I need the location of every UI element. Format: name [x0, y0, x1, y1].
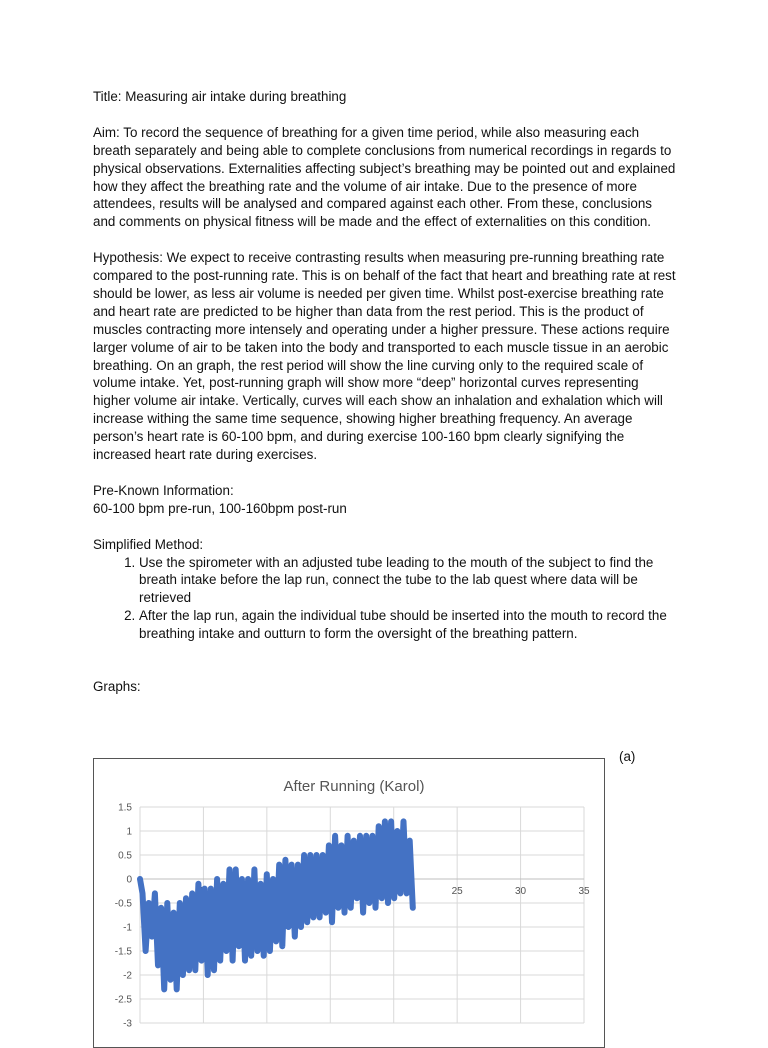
x-tick-label: 20 — [388, 886, 400, 897]
x-tick-label: 25 — [451, 886, 463, 897]
y-tick-label: -3 — [123, 1018, 132, 1030]
y-axis — [115, 803, 133, 1030]
aim-paragraph: Aim: To record the sequence of breathing for a given time period, while also measuring each breath separately and being able to complete conclusions from numerical recordings in regards to physical observations. Externalities affecting subject’s breathing may be pointed out and explained how they affect the breathing rate and the volume of air intake. Due to the presence of more attendees, results will be analysed and compared against each other. From these, conclusions and comments on physical fitness will be made and the effect of externalities on this condition. — [93, 124, 676, 230]
breathing-chart — [94, 759, 604, 1047]
y-tick-label: -2.5 — [114, 994, 132, 1006]
x-tick-label: 10 — [261, 886, 273, 897]
x-tick-label: 5 — [200, 886, 207, 897]
x-tick-label: 15 — [324, 886, 336, 897]
y-tick-label: 1 — [126, 826, 132, 838]
method-step: 1. Use the spirometer with an adjusted tube leading to the mouth of the subject to find the breath intake before the lap run, connect the tube to the lab quest where data will be retrieved — [139, 554, 678, 608]
y-tick-label: 0.5 — [118, 850, 132, 862]
y-tick-label: -1.5 — [114, 946, 132, 958]
method-heading: Simplified Method: — [93, 536, 204, 552]
chart-title: After Running (Karol) — [283, 778, 425, 795]
y-tick-label: -1 — [123, 922, 132, 934]
figure-label: (a) — [619, 749, 636, 764]
pre-known-text: 60-100 bpm pre-run, 100-160bpm post-run — [93, 500, 347, 516]
graphs-heading: Graphs: — [93, 679, 141, 695]
y-tick-label: -2 — [123, 970, 132, 982]
method-steps — [93, 554, 678, 644]
x-tick-label: 30 — [515, 886, 527, 897]
chart-container — [93, 758, 605, 1048]
document-title: Title: Measuring air intake during breathing — [93, 89, 347, 104]
y-tick-label: 0 — [126, 874, 132, 886]
y-tick-label: -0.5 — [114, 898, 132, 910]
method-step: 2. After the lap run, again the individual tube should be inserted into the mouth to record the breathing intake and outturn to form the oversight of the breathing pattern. — [139, 607, 678, 643]
y-tick-label: 1.5 — [118, 802, 132, 814]
series-line-volume — [140, 821, 413, 989]
document-body — [93, 88, 678, 696]
pre-known-heading: Pre-Known Information: — [93, 482, 234, 498]
hypothesis-paragraph: Hypothesis: We expect to receive contrasting results when measuring pre-running breathing rate compared to the post-running rate. This is on behalf of the fact that heart and breathing rate at rest should be lower, as less air volume is needed per given time. Whilst post-exercise breathing rate and heart rate are predicted to be higher than data from the rest period. This is the product of muscles contracting more intensely and operating under a higher pressure. These actions require larger volume of air to be taken into the body and transported to each muscle tissue in an aerobic breathing. On an graph, the rest period will show the line curving only to the required scale of volume intake. Yet, post-running graph will show more “deep” horizontal curves representing higher volume air intake. Vertically, curves will each show an inhalation and exhalation which will increase withing the same time sequence, showing higher breathing frequency. An average person’s heart rate is 60-100 bpm, and during exercise 100-160 bpm clearly signifying the increased heart rate during exercises. — [93, 250, 676, 463]
x-tick-label: 35 — [578, 886, 590, 897]
